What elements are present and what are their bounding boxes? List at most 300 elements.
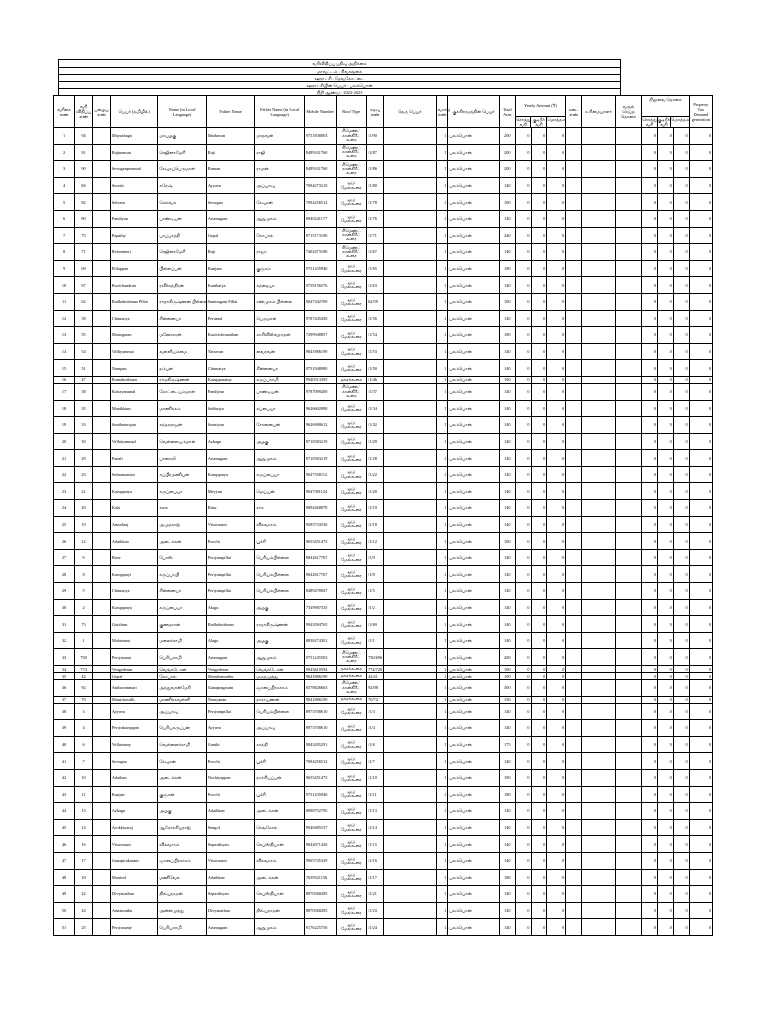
cell-nl: பெரியகருப்பன் <box>158 720 206 737</box>
cell-de: 0 <box>689 852 712 869</box>
cell-sh <box>566 376 582 383</box>
cell-de: 0 <box>689 649 712 666</box>
cell-de: 0 <box>689 194 712 211</box>
cell-nt: Manogaran <box>110 327 157 344</box>
cell-ya: 0 <box>515 277 531 294</box>
col-pending-total: மொத்தம் <box>670 117 690 122</box>
cell-nl: வள்ளியம்மை <box>158 343 206 360</box>
cell-roof: ஓடு மேல்கூரை <box>336 919 367 936</box>
cell-ya: 0 <box>515 836 531 853</box>
cell-co <box>615 886 641 903</box>
table-row <box>54 327 713 344</box>
cell-hab: பசும்பொன் <box>448 703 500 720</box>
cell-ward: 1 <box>436 836 448 853</box>
cell-sno: 29 <box>54 583 75 600</box>
cell-roof: சிமெண்ட் கான்கிரீட் கூரை <box>336 227 367 244</box>
cell-door: /1/14 <box>367 819 384 836</box>
table-body <box>54 128 713 936</box>
cell-ya: 0 <box>515 533 531 550</box>
cell-door: /1/22 <box>367 466 384 483</box>
cell-pb: 0 <box>658 293 674 310</box>
cell-ow <box>582 343 616 360</box>
cell-yb: 0 <box>531 533 547 550</box>
cell-pb: 0 <box>658 819 674 836</box>
cell-pa: 0 <box>642 566 658 583</box>
cell-nl: அடைக்கன் <box>158 769 206 786</box>
cell-sh <box>566 293 582 310</box>
cell-pc: 0 <box>673 194 689 211</box>
table-row <box>54 433 713 450</box>
cell-an: 5 <box>75 583 93 600</box>
cell-sh <box>566 417 582 434</box>
cell-sh <box>566 360 582 377</box>
cell-sh <box>566 383 582 400</box>
cell-pb: 0 <box>658 549 674 566</box>
cell-yc: 0 <box>547 128 566 145</box>
cell-sno: 7 <box>54 227 75 244</box>
cell-pb: 0 <box>658 417 674 434</box>
cell-co <box>615 803 641 820</box>
cell-nl: சின்னையா <box>158 310 206 327</box>
cell-roof: ஓடு மேல்கூரை <box>336 599 367 616</box>
cell-sno: 28 <box>54 566 75 583</box>
cell-area: 140 <box>499 417 515 434</box>
cell-yb: 0 <box>531 433 547 450</box>
cell-door: /1/53 <box>367 343 384 360</box>
cell-de: 0 <box>689 696 712 703</box>
cell-nt: Gotidasn <box>110 616 157 633</box>
cell-an: 30 <box>75 433 93 450</box>
col-father-local: Father Name (in Local Language) <box>255 96 305 128</box>
cell-nl: வெள்ளைச்சாமி <box>158 736 206 753</box>
cell-ow <box>582 819 616 836</box>
cell-yc: 0 <box>547 383 566 400</box>
cell-mob: 9751948980 <box>304 360 336 377</box>
cell-de: 0 <box>689 769 712 786</box>
cell-area: 140 <box>499 616 515 633</box>
cell-ya: 0 <box>515 327 531 344</box>
cell-mob: 9047558112 <box>304 466 336 483</box>
cell-sno: 24 <box>54 500 75 517</box>
cell-fl: அடைக்கன் <box>255 869 305 886</box>
cell-area: 150 <box>499 696 515 703</box>
cell-ow <box>582 244 616 261</box>
cell-ward: 1 <box>436 144 448 161</box>
cell-door: /1/24 <box>367 919 384 936</box>
cell-nt: Adaikkan <box>110 533 157 550</box>
cell-roof: ஓடு மேல்கூரை <box>336 819 367 836</box>
cell-pa: 0 <box>642 616 658 633</box>
cell-ward: 1 <box>436 360 448 377</box>
cell-empty <box>93 566 111 583</box>
cell-nt: Rajinamuri <box>110 144 157 161</box>
cell-fl: செபஸ்தியான் <box>255 836 305 853</box>
cell-pa: 0 <box>642 161 658 178</box>
cell-hab: பசும்பொன் <box>448 803 500 820</box>
cell-fl: பெருமாள் <box>255 310 305 327</box>
cell-mob: 9710583219 <box>304 433 336 450</box>
cell-empty <box>383 376 436 383</box>
cell-yb: 0 <box>531 293 547 310</box>
cell-sno: 10 <box>54 277 75 294</box>
cell-fn: Azhagu <box>206 433 254 450</box>
table-row <box>54 343 713 360</box>
cell-door: /1/76 <box>367 210 384 227</box>
cell-empty <box>93 383 111 400</box>
table-row <box>54 277 713 294</box>
cell-fl: சோனையன் <box>255 417 305 434</box>
table-row <box>54 836 713 853</box>
cell-fl: விசுவாசம் <box>255 516 305 533</box>
cell-nt: Nampan <box>110 360 157 377</box>
cell-nl: கோபால் <box>158 673 206 680</box>
cell-ya: 0 <box>515 632 531 649</box>
cell-sh <box>566 260 582 277</box>
cell-mob: 9841886199 <box>304 673 336 680</box>
cell-ward: 1 <box>436 310 448 327</box>
cell-pc: 0 <box>673 244 689 261</box>
cell-fl: செங்கோல் <box>255 819 305 836</box>
cell-ow <box>582 549 616 566</box>
cell-yc: 0 <box>547 753 566 770</box>
cell-fl: காசிவிஸ்வநாதன் <box>255 327 305 344</box>
cell-empty <box>383 383 436 400</box>
cell-co <box>615 632 641 649</box>
cell-nl: பாப்பாத்தி <box>158 227 206 244</box>
cell-fn: Adaikkan <box>206 869 254 886</box>
cell-co <box>615 277 641 294</box>
cell-de: 0 <box>689 703 712 720</box>
cell-pc: 0 <box>673 836 689 853</box>
cell-an: 17 <box>75 852 93 869</box>
cell-ow <box>582 680 616 697</box>
cell-pc: 0 <box>673 277 689 294</box>
cell-pc: 0 <box>673 736 689 753</box>
cell-co <box>615 227 641 244</box>
cell-de: 0 <box>689 666 712 673</box>
cell-door: /1/5 <box>367 583 384 600</box>
cell-ya: 0 <box>515 450 531 467</box>
cell-pc: 0 <box>673 819 689 836</box>
cell-de: 0 <box>689 836 712 853</box>
cell-ward: 1 <box>436 417 448 434</box>
cell-sh <box>566 194 582 211</box>
cell-fn: Visuvasam <box>206 852 254 869</box>
cell-yb: 0 <box>531 720 547 737</box>
cell-nt: Manivel <box>110 869 157 886</box>
cell-roof: ஓடு மேல்கூரை <box>336 194 367 211</box>
cell-ward: 1 <box>436 194 448 211</box>
cell-ward: 1 <box>436 720 448 737</box>
cell-empty <box>93 144 111 161</box>
cell-pc: 0 <box>673 210 689 227</box>
cell-hab: பசும்பொன் <box>448 533 500 550</box>
cell-empty <box>93 194 111 211</box>
cell-fn: Maruthamuthu <box>206 673 254 680</box>
cell-mob: 6578826663 <box>304 680 336 697</box>
cell-mob: 7339987535 <box>304 599 336 616</box>
cell-nt: Panali <box>110 450 157 467</box>
table-row <box>54 310 713 327</box>
table-row <box>54 666 713 673</box>
cell-yc: 0 <box>547 696 566 703</box>
cell-yc: 0 <box>547 919 566 936</box>
cell-co <box>615 483 641 500</box>
cell-fn: Sengol <box>206 819 254 836</box>
cell-door: /1/2 <box>367 599 384 616</box>
cell-yc: 0 <box>547 886 566 903</box>
cell-co <box>615 599 641 616</box>
cell-sno: 48 <box>54 869 75 886</box>
cell-pa: 0 <box>642 177 658 194</box>
col-pending-prop: சொத்து வரி <box>642 117 657 127</box>
cell-yc: 0 <box>547 293 566 310</box>
cell-area: 140 <box>499 244 515 261</box>
cell-nt: Divyanathan <box>110 886 157 903</box>
cell-yc: 0 <box>547 649 566 666</box>
cell-door: /1/1 <box>367 632 384 649</box>
table-row <box>54 516 713 533</box>
cell-area: 140 <box>499 632 515 649</box>
table-row <box>54 649 713 666</box>
cell-yc: 0 <box>547 666 566 673</box>
cell-nt: Kala <box>110 500 157 517</box>
cell-ward: 1 <box>436 599 448 616</box>
cell-an: 75 <box>75 227 93 244</box>
cell-pb: 0 <box>658 244 674 261</box>
cell-ow <box>582 786 616 803</box>
cell-area: 140 <box>499 819 515 836</box>
cell-pc: 0 <box>673 483 689 500</box>
cell-fl: அழகு <box>255 599 305 616</box>
cell-mob: 9940513395 <box>304 376 336 383</box>
cell-an: 12 <box>75 533 93 550</box>
cell-pb: 0 <box>658 680 674 697</box>
cell-pb: 0 <box>658 260 674 277</box>
cell-nt: Azhagu <box>110 803 157 820</box>
cell-empty <box>93 666 111 673</box>
cell-de: 0 <box>689 753 712 770</box>
cell-empty <box>383 666 436 673</box>
cell-fl: ஆறுமுகம் <box>255 210 305 227</box>
cell-sno: 45 <box>54 819 75 836</box>
cell-hab: பசும்பொன் <box>448 128 500 145</box>
table-row <box>54 244 713 261</box>
cell-empty <box>383 400 436 417</box>
cell-hab: பசும்பொன் <box>448 886 500 903</box>
cell-hab: பசும்பொன் <box>448 500 500 517</box>
cell-de: 0 <box>689 343 712 360</box>
cell-nl: சுரேஷ் <box>158 177 206 194</box>
cell-yb: 0 <box>531 599 547 616</box>
cell-fl: கோபால் <box>255 227 305 244</box>
cell-co <box>615 680 641 697</box>
cell-nl: திவ்யநாதன் <box>158 886 206 903</box>
cell-area: 140 <box>499 383 515 400</box>
col-sno: வரிசை எண் <box>54 96 75 128</box>
cell-mob: 7094256512 <box>304 753 336 770</box>
cell-nl: ராமகிருஷ்ணன் <box>158 376 206 383</box>
table-row <box>54 260 713 277</box>
cell-mob: 8973708610 <box>304 720 336 737</box>
cell-ward: 1 <box>436 161 448 178</box>
cell-nt: Annamuthu <box>110 902 157 919</box>
cell-ya: 0 <box>515 769 531 786</box>
cell-pb: 0 <box>658 277 674 294</box>
cell-nt: Resimmeri <box>110 244 157 261</box>
cell-empty <box>93 696 111 703</box>
cell-co <box>615 583 641 600</box>
cell-roof: சிமெண்ட் கான்கிரீட் கூரை <box>336 144 367 161</box>
cell-sno: 40 <box>54 736 75 753</box>
cell-door: /1/86 <box>367 161 384 178</box>
cell-ow <box>582 616 616 633</box>
cell-pc: 0 <box>673 720 689 737</box>
cell-fl: பூச்சி <box>255 753 305 770</box>
cell-ward: 1 <box>436 803 448 820</box>
cell-mob: 9626602888 <box>304 400 336 417</box>
cell-nt: Vellaisamy <box>110 736 157 753</box>
cell-fl: பெரியம்பிள்ளை <box>255 549 305 566</box>
cell-roof: சிமெண்ட் கான்கிரீட் கூரை <box>336 649 367 666</box>
cell-nl: ஆரோக்கியராஜ் <box>158 819 206 836</box>
table-row <box>54 177 713 194</box>
cell-door: /1/71 <box>367 227 384 244</box>
cell-area: 140 <box>499 483 515 500</box>
cell-area: 140 <box>499 360 515 377</box>
cell-door: /1/23 <box>367 902 384 919</box>
cell-de: 0 <box>689 310 712 327</box>
cell-an: 69 <box>75 260 93 277</box>
cell-de: 0 <box>689 161 712 178</box>
cell-co <box>615 753 641 770</box>
cell-pa: 0 <box>642 277 658 294</box>
cell-yc: 0 <box>547 566 566 583</box>
cell-ow <box>582 450 616 467</box>
cell-pa: 0 <box>642 836 658 853</box>
cell-co <box>615 343 641 360</box>
cell-an: 1 <box>75 632 93 649</box>
cell-pa: 0 <box>642 194 658 211</box>
cell-de: 0 <box>689 244 712 261</box>
cell-co <box>615 376 641 383</box>
cell-yc: 0 <box>547 400 566 417</box>
cell-sh <box>566 886 582 903</box>
cell-de: 0 <box>689 417 712 434</box>
cell-fn: Mathavan <box>206 128 254 145</box>
cell-pb: 0 <box>658 383 674 400</box>
cell-ow <box>582 277 616 294</box>
cell-fn: Periyampillai <box>206 583 254 600</box>
cell-yc: 0 <box>547 583 566 600</box>
cell-area: 140 <box>499 277 515 294</box>
cell-nl: மாணிக்கவள்ளி <box>158 696 206 703</box>
cell-ya: 0 <box>515 736 531 753</box>
cell-nt: Manickavalli <box>110 696 157 703</box>
cell-area: 300 <box>499 680 515 697</box>
cell-de: 0 <box>689 277 712 294</box>
cell-de: 0 <box>689 293 712 310</box>
cell-sh <box>566 483 582 500</box>
cell-pc: 0 <box>673 260 689 277</box>
cell-hab: பசும்பொன் <box>448 433 500 450</box>
cell-empty <box>383 450 436 467</box>
cell-ward: 1 <box>436 852 448 869</box>
cell-mob: 8489478847 <box>304 583 336 600</box>
cell-hab: பசும்பொன் <box>448 227 500 244</box>
cell-an: 73 <box>75 616 93 633</box>
cell-area: 140 <box>499 566 515 583</box>
cell-hab: பசும்பொன் <box>448 327 500 344</box>
cell-fl: மாதவன் <box>255 128 305 145</box>
cell-sno: 34 <box>54 666 75 673</box>
cell-ya: 0 <box>515 869 531 886</box>
table-row <box>54 417 713 434</box>
cell-nt: Bose <box>110 549 157 566</box>
cell-pc: 0 <box>673 327 689 344</box>
cell-roof: தகரக்கூரை <box>336 673 367 680</box>
cell-fn: Perumal <box>206 310 254 327</box>
cell-de: 0 <box>689 466 712 483</box>
cell-empty <box>93 177 111 194</box>
col-owner: உரிமையாளர் <box>582 96 616 128</box>
cell-yc: 0 <box>547 227 566 244</box>
cell-door: /1/56 <box>367 310 384 327</box>
cell-fn: Ganapragasam <box>206 680 254 697</box>
cell-sno: 37 <box>54 696 75 703</box>
cell-yc: 0 <box>547 599 566 616</box>
cell-co <box>615 327 641 344</box>
cell-empty <box>93 852 111 869</box>
cell-ya: 0 <box>515 310 531 327</box>
cell-pc: 0 <box>673 533 689 550</box>
cell-empty <box>93 500 111 517</box>
cell-fl: மருதமுத்து <box>255 673 305 680</box>
cell-empty <box>383 616 436 633</box>
cell-de: 0 <box>689 128 712 145</box>
cell-pb: 0 <box>658 769 674 786</box>
cell-hab: பசும்பொன் <box>448 869 500 886</box>
cell-ya: 0 <box>515 819 531 836</box>
cell-ow <box>582 310 616 327</box>
cell-co <box>615 649 641 666</box>
cell-pc: 0 <box>673 360 689 377</box>
cell-sh <box>566 673 582 680</box>
cell-fl: ஆறுமுகம் <box>255 649 305 666</box>
cell-an: 67 <box>75 277 93 294</box>
cell-empty <box>93 450 111 467</box>
cell-fl: பெரியம்பிள்ளை <box>255 583 305 600</box>
cell-de: 0 <box>689 680 712 697</box>
cell-fn: Periyampillai <box>206 566 254 583</box>
cell-empty <box>93 128 111 145</box>
cell-co <box>615 819 641 836</box>
cell-sno: 9 <box>54 260 75 277</box>
cell-fn: Pandiyan <box>206 383 254 400</box>
cell-sh <box>566 902 582 919</box>
cell-nl: பாண்டியன் <box>158 210 206 227</box>
cell-empty <box>383 919 436 936</box>
cell-ow <box>582 696 616 703</box>
cell-de: 0 <box>689 177 712 194</box>
cell-yb: 0 <box>531 327 547 344</box>
table-row <box>54 703 713 720</box>
cell-ow <box>582 649 616 666</box>
cell-empty <box>383 210 436 227</box>
cell-nt: Karuppiayi <box>110 566 157 583</box>
cell-door: /1/54 <box>367 327 384 344</box>
cell-ow <box>582 516 616 533</box>
